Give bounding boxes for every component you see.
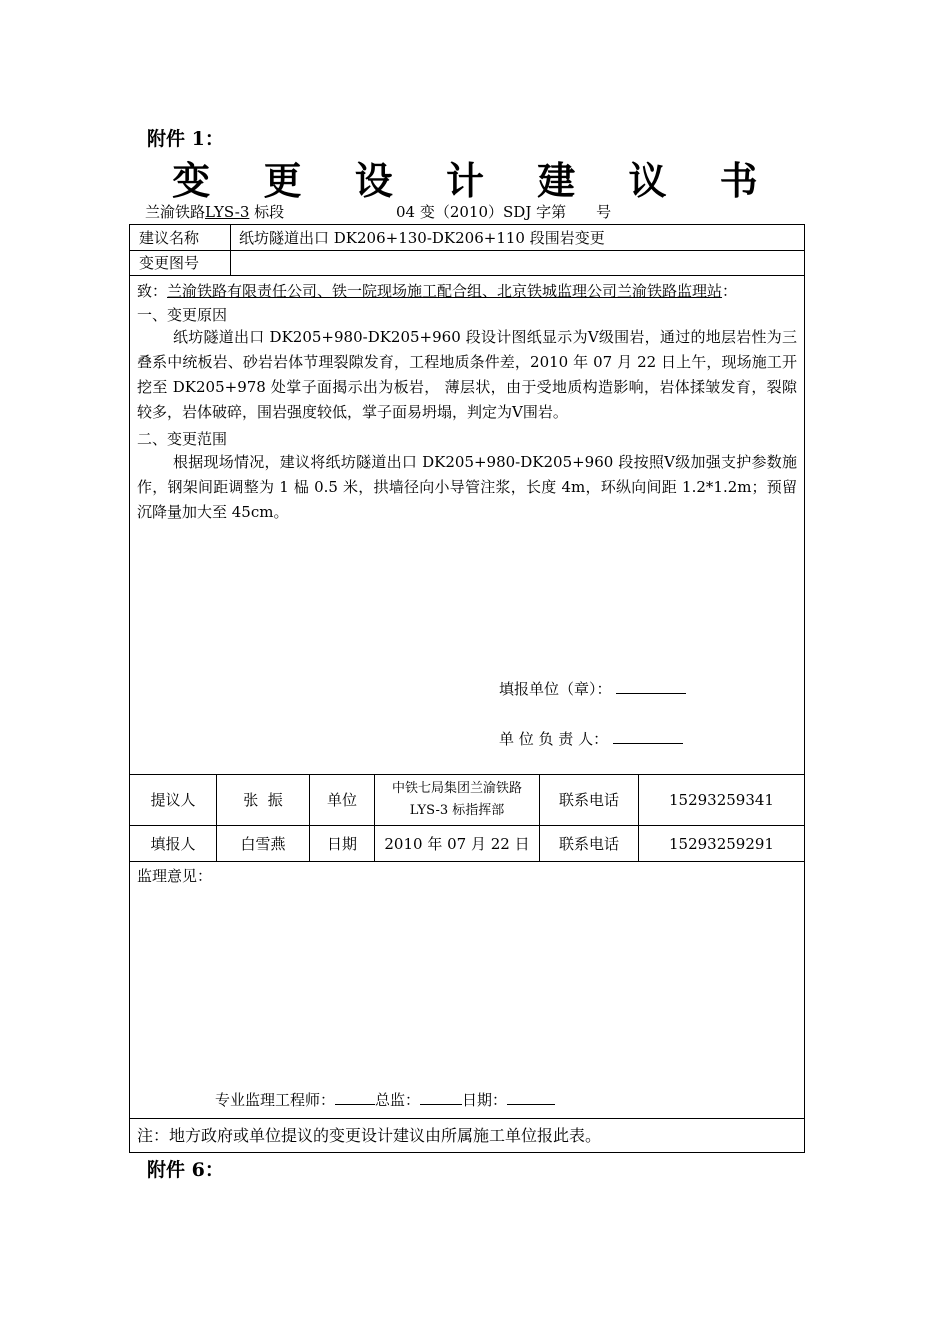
phone-label-1: 联系电话: [558, 791, 619, 809]
phone-value-cell-2: [638, 825, 805, 862]
section-suffix: 标段: [254, 203, 285, 221]
date-value: 2010 年 07 月 22 日: [384, 834, 530, 853]
supervision-box: [129, 861, 805, 1119]
reason-paragraph: 纸坊隧道出口 DK205+980-DK205+960 段设计图纸显示为Ⅴ级围岩，通过的地层岩性为三叠系中统板岩、砂岩岩体节理裂隙发育，工程地质条件差，2010 年 07 月 22 日上午，现场施工开挖至 DK205+978 处掌子面揭示出为板岩， 薄层状，由于受地质构造影响，岩体揉皱发育，裂隙较多，岩体破碎，围岩强度较低，掌子面易坍塌，判定为Ⅴ围岩。: [137, 328, 797, 421]
attachment-label-top: 附件 1：: [147, 128, 224, 150]
date-sign-label: 日期：: [462, 1091, 508, 1109]
date-label-cell: [309, 825, 375, 862]
proposal-name-value: 纸坊隧道出口 DK206+130-DK206+110 段围岩变更: [239, 229, 605, 247]
unit-head-label: 单 位 负 责 人：: [499, 730, 609, 748]
phone-label-cell-2: [539, 825, 639, 862]
proposer-name-cell: [216, 774, 310, 826]
scope-paragraph: 根据现场情况，建议将纸坊隧道出口 DK205+980-DK205+960 段按照Ⅴ级加强支护参数施作，钢架间距调整为 1 榀 0.5 米，拱墙径向小导管注浆，长度 4m，环纵向间距 1.2*1.2m；预留沉降量加大至 45cm。: [137, 453, 797, 521]
date-sign-blank: [507, 1090, 555, 1105]
chief-label: 总监：: [375, 1091, 421, 1109]
phone-value-1: 15293259341: [669, 791, 774, 809]
unit-head-line: [499, 729, 683, 748]
filler-name-cell: [216, 825, 310, 862]
phone-label-2: 联系电话: [558, 834, 619, 853]
unit-value-line1: 中铁七局集团兰渝铁路: [391, 781, 522, 796]
filler-name: 白雪燕: [240, 834, 286, 853]
proposal-name-label: 建议名称: [139, 229, 200, 247]
phone-label-cell-1: [539, 774, 639, 826]
phone-value-cell-1: [638, 774, 805, 826]
phone-value-2: 15293259291: [669, 834, 774, 853]
supervision-label: 监理意见：: [137, 867, 213, 885]
scope-heading: 二、变更范围: [137, 430, 228, 448]
unit-value-cell: [374, 774, 540, 826]
unit-head-blank: [613, 729, 683, 744]
date-value-cell: [374, 825, 540, 862]
section-line: [145, 201, 284, 222]
reason-heading: 一、变更原因: [137, 306, 228, 324]
railway-name: 兰渝铁路: [145, 203, 206, 221]
engineer-blank: [335, 1090, 375, 1105]
addressee-suffix: ：: [722, 282, 738, 300]
fill-unit-blank: [616, 679, 686, 694]
date-label: 日期: [326, 834, 357, 853]
fill-unit-line: [499, 679, 686, 698]
filler-label: 填报人: [150, 834, 196, 853]
chief-blank: [420, 1090, 462, 1105]
signature-line: [215, 1090, 555, 1109]
proposer-label: 提议人: [150, 791, 196, 809]
unit-label-cell: [309, 774, 375, 826]
unit-label: 单位: [326, 791, 357, 809]
addressee-line: [137, 282, 797, 300]
document-number: 04 变（2010）SDJ 字第 号: [396, 203, 612, 221]
addressee-text: 兰渝铁路有限责任公司、铁一院现场施工配合组、北京铁城监理公司兰渝铁路监理站: [167, 282, 723, 300]
attachment-label-bottom: 附件 6：: [147, 1159, 224, 1181]
fill-unit-label: 填报单位（章）：: [499, 680, 612, 698]
note-text: 注：地方政府或单位提议的变更设计建议由所属施工单位报此表。: [137, 1126, 602, 1145]
filler-label-cell: [129, 825, 217, 862]
section-code: LYS-3: [205, 203, 250, 221]
addressee-prefix: 致：: [137, 282, 168, 300]
unit-value-line2: LYS-3 标指挥部: [409, 803, 505, 818]
engineer-label: 专业监理工程师：: [215, 1091, 336, 1109]
document-title: 变 更 设 计 建 议 书: [172, 158, 778, 203]
proposer-label-cell: [129, 774, 217, 826]
proposer-name: 张 振: [243, 791, 283, 809]
drawing-number-label: 变更图号: [139, 254, 200, 272]
